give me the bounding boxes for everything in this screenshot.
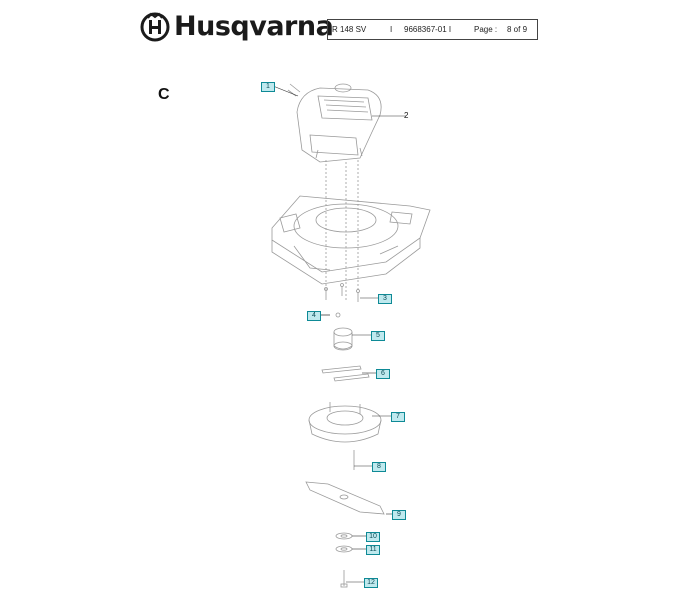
callout-5: 5 (371, 331, 385, 341)
blade-drawing (306, 482, 384, 514)
page-label: Page : (474, 25, 498, 34)
callout-3: 3 (378, 294, 392, 304)
pins-drawing (322, 366, 369, 381)
section-letter: C (158, 86, 170, 103)
model-name: R 148 SV (332, 25, 367, 34)
brand-wordmark: Husqvarna (174, 11, 334, 42)
washer-drawing (336, 533, 352, 539)
bolt-drawings (325, 284, 360, 303)
callout-9: 9 (392, 510, 406, 520)
callout-11: 11 (366, 545, 380, 555)
mower-deck-drawing (272, 196, 430, 284)
callout-2: 2 (404, 111, 409, 120)
callout-8: 8 (372, 462, 386, 472)
separator: I (390, 25, 393, 34)
callout-12: 12 (364, 578, 378, 588)
blade-holder-drawing (309, 402, 381, 442)
callout-4: 4 (307, 311, 321, 321)
engine-drawing (288, 84, 381, 162)
callout-1: 1 (261, 82, 275, 92)
callout-7: 7 (391, 412, 405, 422)
callout-10: 10 (366, 532, 380, 542)
callout-6: 6 (376, 369, 390, 379)
page-number: 8 of 9 (507, 25, 528, 34)
part-number: 9668367-01 I (404, 25, 452, 34)
blade-adapter-drawing (334, 328, 352, 350)
